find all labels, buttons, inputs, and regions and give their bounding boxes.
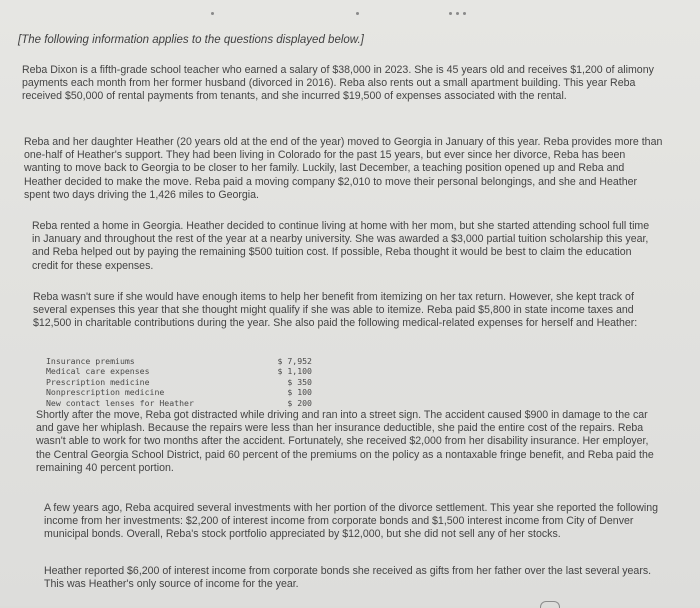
expense-amount: $ 200 (287, 397, 312, 408)
expense-label: Prescription medicine (46, 376, 150, 387)
table-row (46, 377, 312, 387)
expense-label: Nonprescription medicine (46, 387, 165, 398)
expense-label: Medical care expenses (46, 366, 150, 377)
paragraph-education: Reba rented a home in Georgia. Heather decided to continue living at home with her mom, but she started attending school full time in January and throughout the rest of the year at a nearby university. She was awarded a $3,000 partial tuition scholarship this year, and Reba helped out by paying the remaining $500 tuition cost. If possible, Reba thought it would be best to claim the education credit for these expenses. (32, 220, 650, 272)
dot-marker (211, 12, 214, 15)
expense-amount: $ 7,952 (277, 356, 312, 366)
dot-marker (456, 12, 459, 15)
paragraph-investments: A few years ago, Reba acquired several investments with her portion of the divorce settlement. This year she reported the following income from her investments: $2,200 of interest income from corporate bonds and $1,500 interest income from City of Denver municipal bonds. Overall, Reba's stock portfolio appreciated by $12,000, but she did not sell any of her stocks. (44, 502, 658, 541)
table-row (46, 387, 312, 397)
paragraph-accident: Shortly after the move, Reba got distracted while driving and ran into a street sign. The accident caused $900 in damage to the car and gave her whiplash. Because the repairs were less than her insurance deductible, she paid the entire cost of the repairs. Reba wasn't able to work for two months after the accident. Fortunately, she received $2,000 from her disability insurance. Her employer, the Central Georgia School District, paid 60 percent of the premiums on the policy as a nontaxable fringe benefit, and Reba paid the remaining 40 percent portion. (36, 409, 654, 474)
expense-label: New contact lenses for Heather (46, 397, 194, 408)
medical-expenses-table (46, 356, 312, 408)
paragraph-income: Reba Dixon is a fifth-grade school teacher who earned a salary of $38,000 in 2023. She is 45 years old and receives $1,200 of alimony payments each month from her former husband (divorced in 2016). Reba also rents out a small apartment building. This year Reba received $50,000 of rental payments from tenants, and she incurred $19,500 of expenses associated with the rental. (22, 64, 654, 103)
intro-note: [The following information applies to the questions displayed below.] (18, 34, 364, 46)
expense-label: Insurance premiums (46, 356, 135, 366)
dot-marker (356, 12, 359, 15)
dot-marker (463, 12, 466, 15)
dot-marker (449, 12, 452, 15)
expense-amount: $ 1,100 (277, 366, 312, 377)
paragraph-heather-income: Heather reported $6,200 of interest income from corporate bonds she received as gifts from her father over the last several years. This was Heather's only source of income for the year. (44, 565, 652, 591)
expense-amount: $ 350 (287, 376, 312, 387)
paragraph-itemizing: Reba wasn't sure if she would have enough items to help her benefit from itemizing on her tax return. However, she kept track of several expenses this year that she thought might qualify if she was able to itemize. Reba paid $5,800 in state income taxes and $12,500 in charitable contributions during the year. She also paid the following medical-related expenses for herself and Heather: (33, 291, 638, 330)
paragraph-move: Reba and her daughter Heather (20 years old at the end of the year) moved to Georgia in January of this year. Reba provides more than one-half of Heather's support. They had been living in Colorado for the past 15 years, but ever since her divorce, Reba has been wanting to move back to Georgia to be closer to her family. Luckily, last December, a teaching position opened up and Reba and Heather decided to make the move. Reba paid a moving company $2,010 to move their personal belongings, and she and Heather spent two days driving the 1,426 miles to Georgia. (24, 136, 663, 201)
table-row (46, 398, 312, 408)
expense-amount: $ 100 (287, 387, 312, 398)
top-dots (0, 12, 700, 22)
table-row (46, 366, 312, 376)
table-row (46, 356, 312, 366)
scroll-handle-icon (540, 601, 560, 608)
